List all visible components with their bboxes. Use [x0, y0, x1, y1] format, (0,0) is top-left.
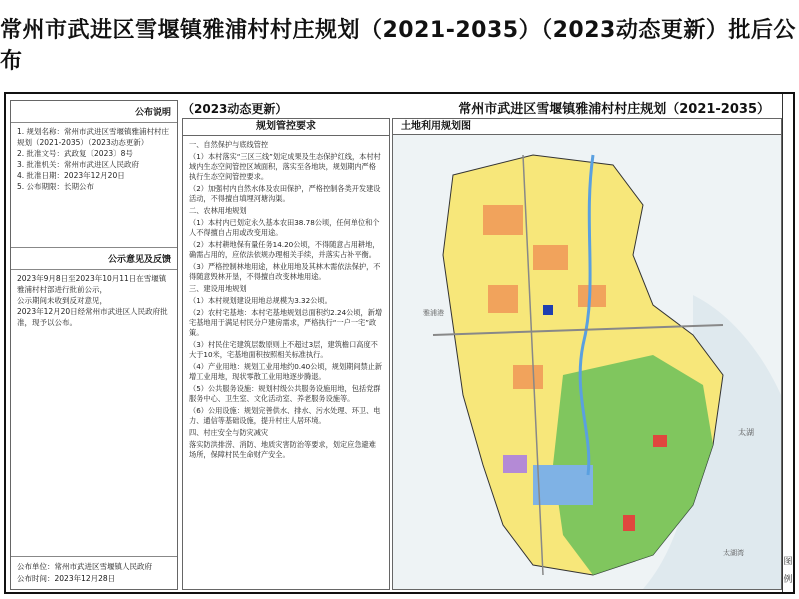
requirement-paragraph: （3）严格控制林地用途，林业用地及其林木需依法保护，不得随意毁林开垦，不得擅自改变林地用途。: [189, 262, 381, 281]
public-facility-parcel: [543, 305, 553, 315]
page-title: 常州市武进区雪堰镇雅浦村村庄规划（2021-2035）（2023动态更新）批后公布: [0, 18, 796, 74]
notice-basic-line: 2. 批准文号：武政复〔2023〕8号: [17, 149, 133, 158]
requirement-paragraph: 四、村庄安全与防灾减灾: [189, 428, 269, 437]
land-use-map: [392, 118, 782, 590]
map-subtitle: （2023动态更新）: [182, 102, 288, 116]
requirement-paragraph: （4）产业用地：规划工业用地约0.40公顷，规划期间禁止新增工业用地，现状零散工业用地逐步腾退。: [189, 362, 383, 381]
publish-unit: 公布单位：常州市武进区雪堰镇人民政府: [17, 562, 152, 571]
residential-parcel: [578, 285, 606, 307]
publish-date: 公布时间：2023年12月28日: [17, 574, 116, 583]
notice-opinion-heading: 公示意见及反馈: [11, 247, 177, 270]
notice-column: [10, 100, 178, 590]
notice-opinion-body: [11, 270, 177, 331]
requirement-paragraph: 三、建设用地规划: [189, 284, 247, 293]
requirement-paragraph: （2）农村宅基地：本村宅基地规划总面积约2.24公顷，新增宅基地用于满足村民分户建房需求，严格执行“一户一宅”政策。: [189, 308, 383, 337]
control-requirements-body: [183, 136, 389, 466]
legend-label: 例: [783, 575, 793, 585]
commercial-parcel: [623, 515, 635, 531]
map-label: 太湖: [738, 428, 754, 437]
industrial-parcel: [503, 455, 527, 473]
residential-parcel: [488, 285, 518, 313]
notice-opinion-line: 公示期间未收到反对意见，: [17, 296, 107, 305]
notice-basic-line: 3. 批准机关：常州市武进区人民政府: [17, 160, 140, 169]
requirement-paragraph: （2）本村耕地保有量任务14.20公顷，不得随意占用耕地，确需占用的，应依法依规办理相关手续，并落实占补平衡。: [189, 240, 380, 259]
control-requirements-column: [182, 118, 390, 590]
notice-opinion-line: 2023年12月20日经常州市武进区人民政府批准，现予以公布。: [17, 307, 168, 327]
notice-basic-line: 4. 批准日期：2023年12月20日: [17, 171, 125, 180]
legend-label: 图: [783, 557, 793, 567]
residential-parcel: [533, 245, 568, 270]
legend-strip: [782, 94, 793, 592]
notice-basic-body: [11, 123, 177, 195]
requirement-paragraph: （3）村民住宅建筑层数原则上不超过3层，建筑檐口高度不大于10米，宅基地面积按照相关标准执行。: [189, 340, 378, 359]
notice-basic-line: 5. 公布期限：长期公布: [17, 182, 95, 191]
map-label: 雅浦港: [423, 310, 444, 317]
water-parcel: [533, 465, 593, 505]
requirement-paragraph: 落实防洪排涝、消防、地质灾害防治等要求，划定应急避难场所，保障村民生命财产安全。: [189, 440, 376, 459]
map-label: 太湖湾: [723, 550, 744, 557]
requirement-paragraph: 二、农林用地规划: [189, 206, 247, 215]
requirement-paragraph: （1）本村规划建设用地总规模为3.32公顷。: [189, 296, 332, 305]
notice-opinion-line: 2023年9月8日至2023年10月11日在雪堰镇雅浦村村部进行批前公示，: [17, 274, 167, 294]
requirement-paragraph: （2）加强村内自然水体及农田保护，严格控制各类开发建设活动，不得擅自填埋河塘沟渠。: [189, 184, 381, 203]
planning-board: [4, 92, 795, 594]
control-requirements-heading: 规划管控要求: [183, 119, 389, 136]
land-use-map-svg: [393, 135, 781, 589]
notice-basic-line: 1. 规划名称：常州市武进区雪堰镇雅浦村村庄规划（2021-2035）（2023动态更新）: [17, 127, 170, 147]
requirement-paragraph: （1）本村落实“三区三线”划定成果及生态保护红线，本村村域内生态空间管控区域面积，落实至各地块，规划期内严格执行生态空间管控要求。: [189, 152, 381, 181]
map-caption: 土地利用规划图: [393, 119, 781, 135]
requirement-paragraph: （6）公用设施：规划完善供水、排水、污水处理、环卫、电力、通信等基础设施，提升村庄人居环境。: [189, 406, 381, 425]
notice-footer: [11, 556, 177, 589]
residential-parcel: [483, 205, 523, 235]
requirement-paragraph: （5）公共服务设施：规划村级公共服务设施用地，包括党群服务中心、卫生室、文化活动室、养老服务设施等。: [189, 384, 381, 403]
residential-parcel: [513, 365, 543, 389]
commercial-parcel: [653, 435, 667, 447]
requirement-paragraph: （1）本村内已划定永久基本农田38.78公顷，任何单位和个人不得擅自占用或改变用途。: [189, 218, 380, 237]
requirement-paragraph: 一、自然保护与底线管控: [189, 140, 269, 149]
map-title: 常州市武进区雪堰镇雅浦村村庄规划（2021-2035）: [458, 102, 770, 117]
notice-basic-heading: 公布说明: [11, 101, 177, 123]
